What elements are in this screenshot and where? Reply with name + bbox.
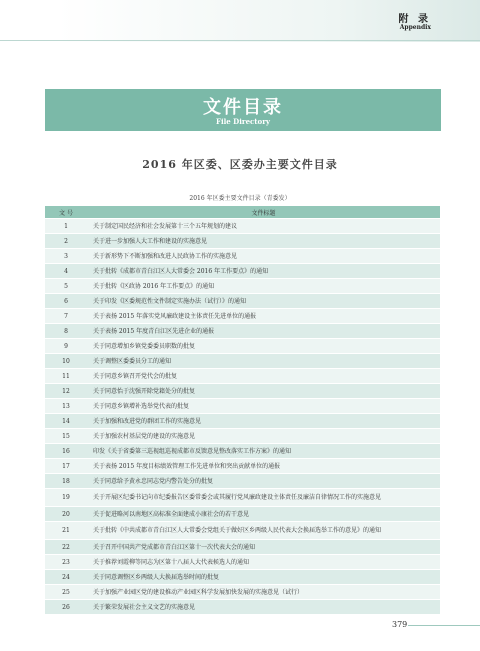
file-number-cell: 7 xyxy=(45,309,87,324)
file-title-cell: 关于批转《成都市青白江区人大常委会 2016 年工作要点》的通知 xyxy=(87,264,440,279)
table-row xyxy=(45,444,440,459)
banner-subtitle: File Directory xyxy=(216,117,270,126)
file-title-cell: 关于新形势下不断加强和改进人民政协工作的实施意见 xyxy=(87,249,440,264)
file-title-cell: 关于批转《中共成都市青白江区人大常委会党组关于做好区乡两级人民代表大会换届选举工作的意见》的通知 xyxy=(87,522,440,540)
file-number-cell: 1 xyxy=(45,219,87,234)
file-number-cell: 24 xyxy=(45,570,87,585)
table-row xyxy=(45,249,440,264)
table-row xyxy=(45,399,440,414)
table-row xyxy=(45,234,440,249)
table-row xyxy=(45,555,440,570)
file-number-cell: 25 xyxy=(45,585,87,600)
section-title: 2016 年区委、区委办主要文件目录 xyxy=(142,158,338,171)
table-row xyxy=(45,279,440,294)
file-title-cell: 关于同意增加乡镇党委委员职数的批复 xyxy=(87,339,440,354)
file-title-cell: 关于繁荣发展社会主义文艺的实施意见 xyxy=(87,600,440,615)
table-row xyxy=(45,354,440,369)
file-number-cell: 19 xyxy=(45,489,87,507)
table-row xyxy=(45,414,440,429)
file-title-cell: 关于调整区委委员分工的通知 xyxy=(87,354,440,369)
file-title-cell: 关于表扬 2015 年落实党风廉政建设主体责任先进单位的通报 xyxy=(87,309,440,324)
appendix-label-en: Appendix xyxy=(399,24,431,31)
file-title-cell: 关于进一步加强人大工作和建设的实施意见 xyxy=(87,234,440,249)
file-directory-table xyxy=(45,206,440,615)
title-banner xyxy=(45,89,441,131)
header-rule xyxy=(0,40,480,41)
table-row xyxy=(45,219,440,234)
file-title-cell: 关于同意给予黄永忠同志党内警告处分的批复 xyxy=(87,474,440,489)
file-title-cell: 关于同意乡镇增补选举党代表的批复 xyxy=(87,399,440,414)
file-number-cell: 26 xyxy=(45,600,87,615)
table-row xyxy=(45,459,440,474)
file-title-cell: 关于制定国民经济和社会发展第十三个五年规划的建议 xyxy=(87,219,440,234)
file-number-cell: 20 xyxy=(45,507,87,522)
file-number-cell: 11 xyxy=(45,369,87,384)
file-number-cell: 3 xyxy=(45,249,87,264)
file-title-cell: 关于推荐刘霞柳等同志为区第十八届人大代表候选人的通知 xyxy=(87,555,440,570)
file-number-cell: 10 xyxy=(45,354,87,369)
file-title-cell: 关于促进略河以南地区高标准全面建成小康社会的若干意见 xyxy=(87,507,440,522)
file-number-cell: 6 xyxy=(45,294,87,309)
file-title-cell: 关于印发《区委规范性文件制定实施办法（试行）》的通知 xyxy=(87,294,440,309)
page-number: 379 xyxy=(392,620,408,629)
table-caption: 2016 年区委主要文件目录（青委发） xyxy=(189,195,291,202)
file-number-cell: 18 xyxy=(45,474,87,489)
appendix-label: 附 录 xyxy=(398,14,431,25)
file-number-cell: 8 xyxy=(45,324,87,339)
table-row xyxy=(45,522,440,540)
file-number-cell: 13 xyxy=(45,399,87,414)
file-number-cell: 14 xyxy=(45,414,87,429)
table-row xyxy=(45,309,440,324)
file-number-cell: 9 xyxy=(45,339,87,354)
file-title-cell: 关于表扬 2015 年度目标绩效管理工作先进单位和突出贡献单位的通报 xyxy=(87,459,440,474)
table-row xyxy=(45,324,440,339)
file-title-cell: 关于召开中国共产党成都市青白江区第十一次代表大会的通知 xyxy=(87,540,440,555)
table-row xyxy=(45,507,440,522)
table-row xyxy=(45,384,440,399)
table-row xyxy=(45,600,440,615)
footer-rule xyxy=(408,625,480,626)
file-number-cell: 5 xyxy=(45,279,87,294)
file-title-cell: 关于开展区纪委书记向市纪委报告区委常委会或其履行党风廉政建设主体责任及廉洁自律情况工作的实施意见 xyxy=(87,489,440,507)
file-number-cell: 12 xyxy=(45,384,87,399)
table-row xyxy=(45,489,440,507)
column-header-number: 文 号 xyxy=(45,206,87,219)
file-number-cell: 22 xyxy=(45,540,87,555)
file-number-cell: 2 xyxy=(45,234,87,249)
file-title-cell: 印发《关于省委第三巡视组巡视成都市反馈意见整改落实工作方案》的通知 xyxy=(87,444,440,459)
file-number-cell: 15 xyxy=(45,429,87,444)
file-title-cell: 关于表扬 2015 年度青白江区先进企业的通报 xyxy=(87,324,440,339)
banner-title: 文件目录 xyxy=(203,97,283,118)
table-row xyxy=(45,585,440,600)
file-number-cell: 17 xyxy=(45,459,87,474)
table-row xyxy=(45,294,440,309)
file-title-cell: 关于加强和改进党的群团工作的实施意见 xyxy=(87,414,440,429)
table-row xyxy=(45,474,440,489)
column-header-title: 文件标题 xyxy=(87,206,440,219)
file-number-cell: 16 xyxy=(45,444,87,459)
file-title-cell: 关于批转《区政协 2016 年工作要点》的通知 xyxy=(87,279,440,294)
table-row xyxy=(45,369,440,384)
table-header-row xyxy=(45,206,440,219)
file-title-cell: 关于同意调整区乡两级人大换届选举时间的批复 xyxy=(87,570,440,585)
table-row xyxy=(45,540,440,555)
table-row xyxy=(45,339,440,354)
table-row xyxy=(45,570,440,585)
file-title-cell: 关于同意乡镇召开党代会的批复 xyxy=(87,369,440,384)
file-title-cell: 关于同意怡于沈强开除党籍处分的批复 xyxy=(87,384,440,399)
file-number-cell: 4 xyxy=(45,264,87,279)
table-row xyxy=(45,264,440,279)
table-body xyxy=(45,219,440,615)
file-number-cell: 23 xyxy=(45,555,87,570)
running-header xyxy=(0,0,480,42)
file-title-cell: 关于加强农村基层党的建设的实施意见 xyxy=(87,429,440,444)
file-title-cell: 关于加强产业园区党的建设推动产业园区科学发展加快发展的实施意见（试行） xyxy=(87,585,440,600)
table-row xyxy=(45,429,440,444)
file-number-cell: 21 xyxy=(45,522,87,540)
